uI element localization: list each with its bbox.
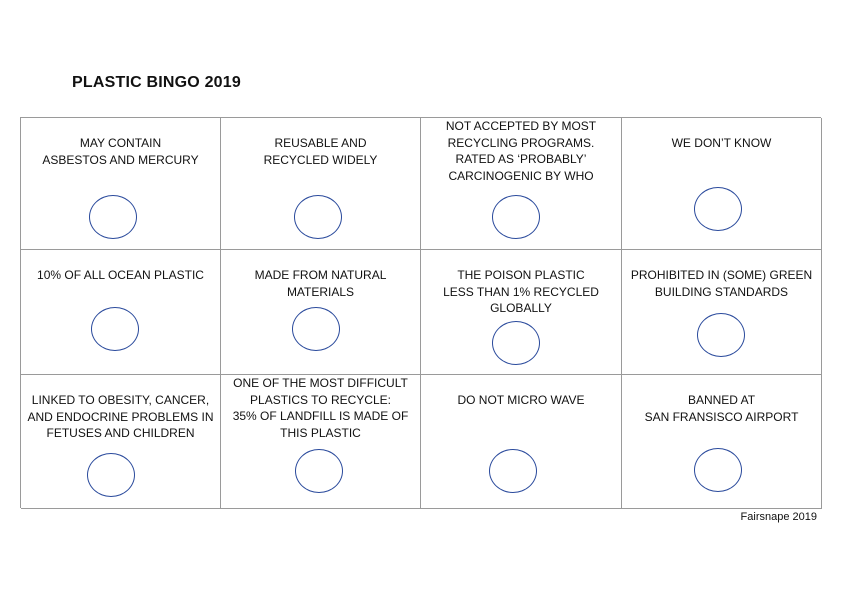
bingo-mark-circle[interactable] bbox=[89, 195, 137, 239]
bingo-cell-text: MAY CONTAIN ASBESTOS AND MERCURY bbox=[42, 136, 199, 167]
bingo-cell-text: BANNED AT SAN FRANSISCO AIRPORT bbox=[644, 393, 799, 424]
bingo-cell bbox=[221, 375, 421, 509]
bingo-cell-text: WE DON’T KNOW bbox=[671, 136, 772, 150]
bingo-cell bbox=[622, 375, 822, 509]
bingo-mark-circle[interactable] bbox=[492, 321, 540, 365]
bingo-cell bbox=[622, 250, 822, 375]
footer-credit: Fairsnape 2019 bbox=[740, 511, 817, 523]
bingo-cell-text: MADE FROM NATURAL MATERIALS bbox=[254, 268, 387, 299]
bingo-mark-circle[interactable] bbox=[489, 449, 537, 493]
bingo-cell bbox=[421, 250, 622, 375]
bingo-cell-text: REUSABLE AND RECYCLED WIDELY bbox=[263, 136, 378, 167]
bingo-mark-circle[interactable] bbox=[694, 448, 742, 492]
bingo-mark-circle[interactable] bbox=[697, 313, 745, 357]
bingo-cell bbox=[421, 375, 622, 509]
page-title: PLASTIC BINGO 2019 bbox=[72, 74, 241, 91]
bingo-cell bbox=[21, 250, 221, 375]
bingo-cell bbox=[622, 118, 822, 250]
bingo-cell bbox=[221, 250, 421, 375]
bingo-cell bbox=[221, 118, 421, 250]
bingo-cell-text: NOT ACCEPTED BY MOST RECYCLING PROGRAMS. RATED AS ‘PROBABLY’ CARCINOGENIC BY WHO bbox=[445, 119, 597, 183]
bingo-cell bbox=[421, 118, 622, 250]
bingo-mark-circle[interactable] bbox=[294, 195, 342, 239]
bingo-cell bbox=[21, 118, 221, 250]
bingo-mark-circle[interactable] bbox=[292, 307, 340, 351]
bingo-cell-text: 10% OF ALL OCEAN PLASTIC bbox=[37, 268, 204, 282]
bingo-cell-text: DO NOT MICRO WAVE bbox=[457, 393, 585, 407]
bingo-cell-text: ONE OF THE MOST DIFFICULT PLASTICS TO RECYCLE: 35% OF LANDFILL IS MADE OF THIS PLASTIC bbox=[232, 376, 409, 440]
bingo-mark-circle[interactable] bbox=[295, 449, 343, 493]
bingo-mark-circle[interactable] bbox=[91, 307, 139, 351]
bingo-grid bbox=[20, 117, 821, 508]
bingo-cell-text: PROHIBITED IN (SOME) GREEN BUILDING STANDARDS bbox=[630, 268, 813, 299]
bingo-cell-text: THE POISON PLASTIC LESS THAN 1% RECYCLED GLOBALLY bbox=[443, 268, 599, 315]
bingo-mark-circle[interactable] bbox=[87, 453, 135, 497]
bingo-cell bbox=[21, 375, 221, 509]
bingo-mark-circle[interactable] bbox=[492, 195, 540, 239]
bingo-mark-circle[interactable] bbox=[694, 187, 742, 231]
bingo-cell-text: LINKED TO OBESITY, CANCER, AND ENDOCRINE PROBLEMS IN FETUSES AND CHILDREN bbox=[27, 393, 214, 440]
